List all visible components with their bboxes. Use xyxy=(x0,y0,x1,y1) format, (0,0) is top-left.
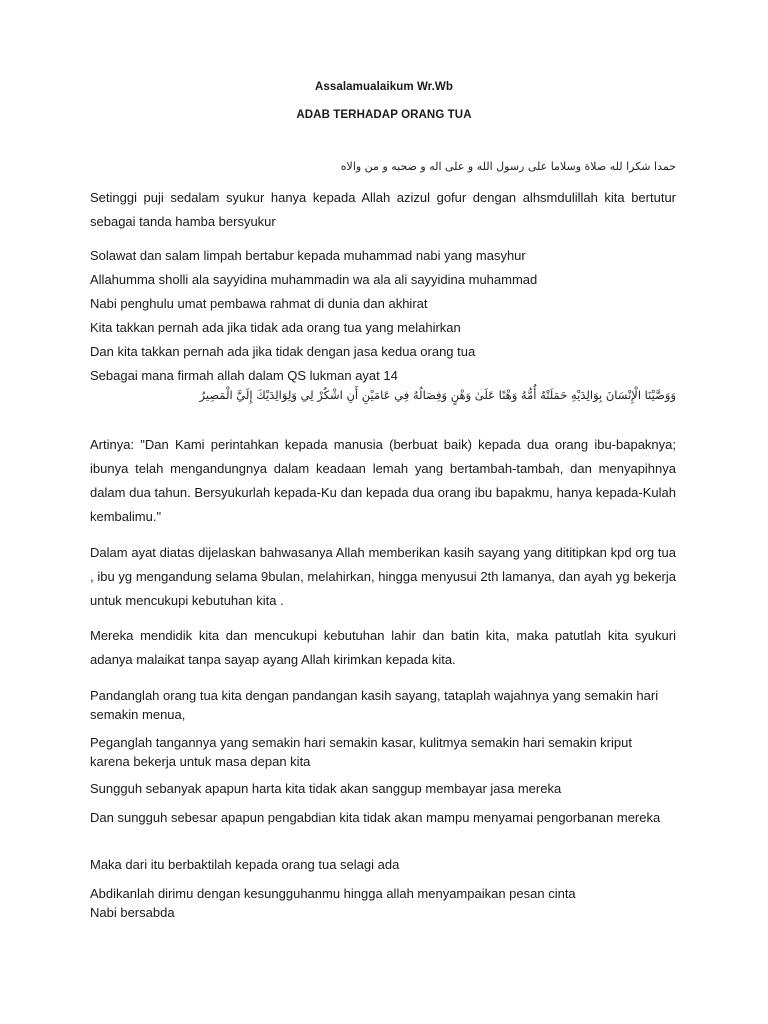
closing-line-abdikanlah: Abdikanlah dirimu dengan kesungguhanmu hingga allah menyampaikan pesan cinta Nabi bersabda xyxy=(90,886,576,920)
closing-line-berbakti: Maka dari itu berbaktilah kepada orang tua selagi ada xyxy=(90,857,400,872)
line-nabi: Nabi penghulu umat pembawa rahmat di dunia dan akhirat xyxy=(90,296,428,311)
praise-paragraph: Setinggi puji sedalam syukur hanya kepada Allah azizul gofur dengan alhsmdulillah kita bertutur sebagai tanda hamba bersyukur xyxy=(90,190,676,229)
line-orang-tua: Kita takkan pernah ada jika tidak ada orang tua yang melahirkan xyxy=(90,320,461,335)
line-solawat: Solawat dan salam limpah bertabur kepada muhammad nabi yang masyhur xyxy=(90,248,526,263)
educate-paragraph: Mereka mendidik kita dan mencukupi kebutuhan lahir dan batin kita, maka patutlah kita syukuri adanya malaikat tanpa sayap ayang Allah kirimkan kepada kita. xyxy=(90,628,676,667)
explanation-paragraph: Dalam ayat diatas dijelaskan bahwasanya Allah memberikan kasih sayang yang dititipkan kpd org tua , ibu yg mengandung selama 9bulan, melahirkan, hingga menyusui 2th lamanya, dan ayah yg bekerja untuk mencukupi kebutuhan kita . xyxy=(90,545,676,608)
line-firman: Sebagai mana firmah allah dalam QS lukman ayat 14 xyxy=(90,368,398,383)
closing-line-pandanglah: Pandanglah orang tua kita dengan pandangan kasih sayang, tataplah wajahnya yang semakin hari semakin menua, xyxy=(90,688,659,722)
greeting-heading: Assalamualaikum Wr.Wb xyxy=(314,81,454,93)
closing-line-peganglah: Peganglah tangannya yang semakin hari semakin kasar, kulitmya semakin hari semakin kriput karena bekerja untuk masa depan kita xyxy=(90,735,632,769)
quran-verse-text: وَوَصَّيْنَا الْإِنْسَانَ بِوَالِدَيْهِ حَمَلَتْهُ أُمُّهُ وَهْنًا عَلَىٰ وَهْنٍ وَفِصَالُهُ فِي عَامَيْنِ أَنِ اشْكُرْ لِي وَلِوَالِدَيْكَ إِلَيَّ الْمَصِيرُ xyxy=(199,388,676,402)
artinya-paragraph: Artinya: "Dan Kami perintahkan kepada manusia (berbuat baik) kepada dua orang ibu-bapaknya; ibunya telah mengandungnya dalam keadaan lemah yang bertambah-tambah, dan menyapihnya dalam dua tahun. Bersyukurlah kepada-Ku dan kepada dua orang ibu bapakmu, hanya kepada-Kulah kembalimu." xyxy=(90,437,676,524)
line-jasa: Dan kita takkan pernah ada jika tidak dengan jasa kedua orang tua xyxy=(90,344,476,359)
arabic-opening-text: حمدا شكرا لله صلاة وسلاما على رسول الله و على اله و صحبه و من والاه xyxy=(340,160,676,173)
closing-line-harta: Sungguh sebanyak apapun harta kita tidak akan sanggup membayar jasa mereka xyxy=(90,781,562,796)
document-title: ADAB TERHADAP ORANG TUA xyxy=(296,109,472,121)
line-allahumma: Allahumma sholli ala sayyidina muhammadin wa ala ali sayyidina muhammad xyxy=(90,272,538,287)
closing-line-pengabdian: Dan sungguh sebesar apapun pengabdian kita tidak akan mampu menyamai pengorbanan mereka xyxy=(90,810,661,825)
